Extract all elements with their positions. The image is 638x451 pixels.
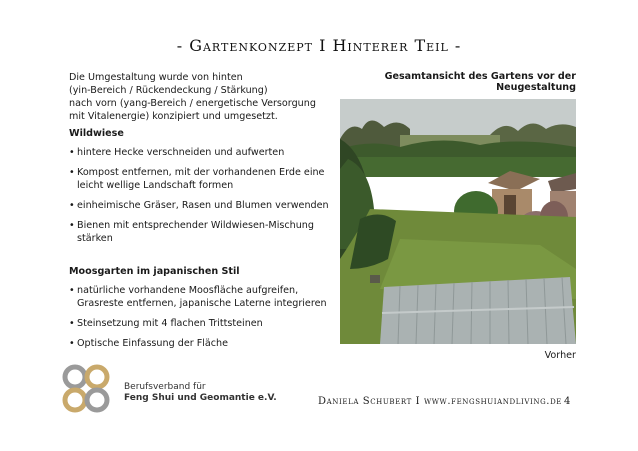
list-item — [69, 199, 331, 212]
bullet-marker: • — [69, 318, 75, 329]
footer-author: Daniela Schubert I www.fengshuiandliving.de — [318, 396, 562, 407]
list-item-text: natürliche vorhandene Moosfläche aufgreifen, Grasreste entfernen, japanische Laterne integrieren — [77, 285, 327, 309]
intro-line: Die Umgestaltung wurde von hinten — [69, 72, 243, 83]
list-item-text: einheimische Gräser, Rasen und Blumen verwenden — [77, 200, 329, 211]
list-item-text: Steinsetzung mit 4 flachen Trittsteinen — [77, 318, 263, 329]
photo-caption: Gesamtansicht des Gartens vor der Neugestaltung — [384, 71, 576, 93]
list-item-text: Kompost entfernen, mit der vorhandenen Erde eine leicht wellige Landschaft formen — [77, 167, 325, 191]
list-item — [69, 146, 331, 159]
text-column — [69, 71, 331, 357]
intro-line: (yin-Bereich / Rückendeckung / Stärkung) — [69, 85, 268, 96]
bullet-marker: • — [69, 338, 75, 349]
bullet-marker: • — [69, 200, 75, 211]
page-number: 4 — [564, 396, 571, 407]
list-item — [69, 166, 331, 192]
bullet-marker: • — [69, 147, 75, 158]
list-item — [69, 284, 331, 310]
organization-name — [124, 382, 277, 404]
section-heading-moosgarten: Moosgarten im japanischen Stil — [69, 266, 240, 277]
intro-paragraph — [69, 71, 331, 123]
list-item — [69, 337, 331, 350]
intro-line: mit Vitalenergie) konzipiert und umgesetzt. — [69, 111, 278, 122]
list-item — [69, 317, 331, 330]
list-item-text: Optische Einfassung der Fläche — [77, 338, 229, 349]
association-logo-icon — [62, 364, 110, 414]
photo-label: Vorher — [544, 350, 576, 361]
intro-line: nach vorn (yang-Bereich / energetische Versorgung — [69, 98, 316, 109]
list-item — [69, 219, 331, 245]
page-title: - Gartenkonzept I Hinterer Teil - — [176, 36, 462, 55]
list-item-text: hintere Hecke verschneiden und aufwerten — [77, 147, 285, 158]
bullet-marker: • — [69, 285, 75, 296]
section-heading-wildwiese: Wildwiese — [69, 128, 124, 139]
organization-line2: Feng Shui und Geomantie e.V. — [124, 393, 277, 403]
garden-photo — [340, 99, 576, 344]
list-item-text: Bienen mit entsprechender Wildwiesen-Mischung stärken — [77, 220, 314, 244]
organization-line1: Berufsverband für — [124, 382, 206, 392]
bullet-marker: • — [69, 220, 75, 231]
bullet-marker: • — [69, 167, 75, 178]
